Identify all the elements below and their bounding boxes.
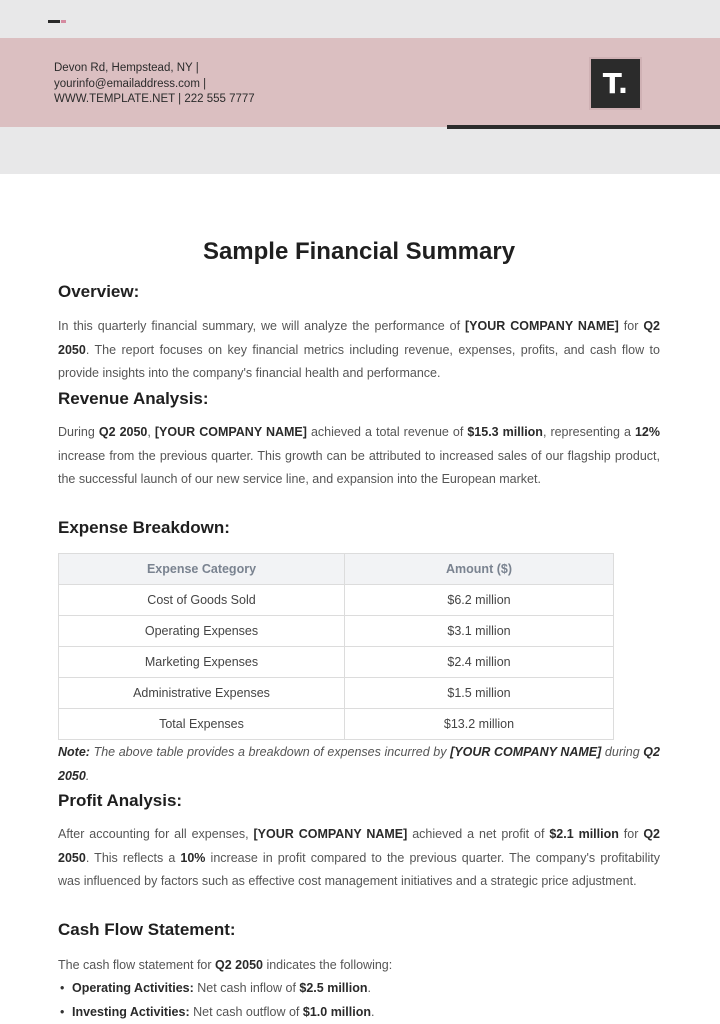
expense-category-cell: Cost of Goods Sold [59,585,345,616]
cashflow-heading: Cash Flow Statement: [58,920,236,939]
expense-table [58,553,614,740]
revenue-heading: Revenue Analysis: [58,389,209,408]
table-row [59,678,614,709]
expense-category-cell: Operating Expenses [59,616,345,647]
overview-heading: Overview: [58,282,140,301]
contact-info [54,61,255,108]
expense-amount-cell: $13.2 million [345,709,614,740]
contact-address: Devon Rd, Hempstead, NY | [54,62,199,74]
table-row [59,585,614,616]
table-row [59,709,614,740]
profit-heading: Profit Analysis: [58,791,183,810]
brand-logo [589,57,642,110]
expense-category-cell: Total Expenses [59,709,345,740]
contact-email: yourinfo@emailaddress.com | [54,77,207,90]
expense-amount-cell: $3.1 million [345,616,614,647]
expense-amount-cell: $2.4 million [345,647,614,678]
column-header-category: Expense Category [59,554,345,585]
logo-mark-icon [48,20,60,23]
overview-paragraph: In this quarterly financial summary, we will analyze the performance of [YOUR COMPANY NAME] for Q2 2050. The report focuses on key financial metrics including revenue, expenses, profits, and cash flow to provide insights into the company's financial health and performance. [58,319,660,380]
list-item: • Operating Activities: Net cash inflow of $2.5 million. [58,976,374,1000]
table-note: Note: The above table provides a breakdown of expenses incurred by [YOUR COMPANY NAME] during Q2 2050. [58,745,660,783]
revenue-paragraph: During Q2 2050, [YOUR COMPANY NAME] achieved a total revenue of $15.3 million, representing a 12% increase from the previous quarter. This growth can be attributed to increased sales of our flagship product, the successful launch of our new service line, and expansion into the European market. [58,425,660,486]
table-header-row [59,554,614,585]
expense-amount-cell: $6.2 million [345,585,614,616]
expense-category-cell: Marketing Expenses [59,647,345,678]
cashflow-list [58,976,374,1024]
header-accent-line [447,125,720,129]
expense-amount-cell: $1.5 million [345,678,614,709]
list-item: • Investing Activities: Net cash outflow of $1.0 million. [58,1000,374,1024]
column-header-amount: Amount ($) [345,554,614,585]
expense-heading: Expense Breakdown: [58,518,230,537]
table-row [59,647,614,678]
profit-paragraph: After accounting for all expenses, [YOUR COMPANY NAME] achieved a net profit of $2.1 million for Q2 2050. This reflects a 10% increase in profit compared to the previous quarter. The company's profitability was influenced by factors such as effective cost management initiatives and a strategic price adjustment. [58,827,660,888]
cashflow-intro: The cash flow statement for Q2 2050 indicates the following: [58,958,393,972]
contact-website-phone: WWW.TEMPLATE.NET | 222 555 7777 [54,93,255,105]
expense-category-cell: Administrative Expenses [59,678,345,709]
table-row [59,616,614,647]
page-title: Sample Financial Summary [202,238,516,265]
brand-logo-letter: T. [602,67,629,100]
